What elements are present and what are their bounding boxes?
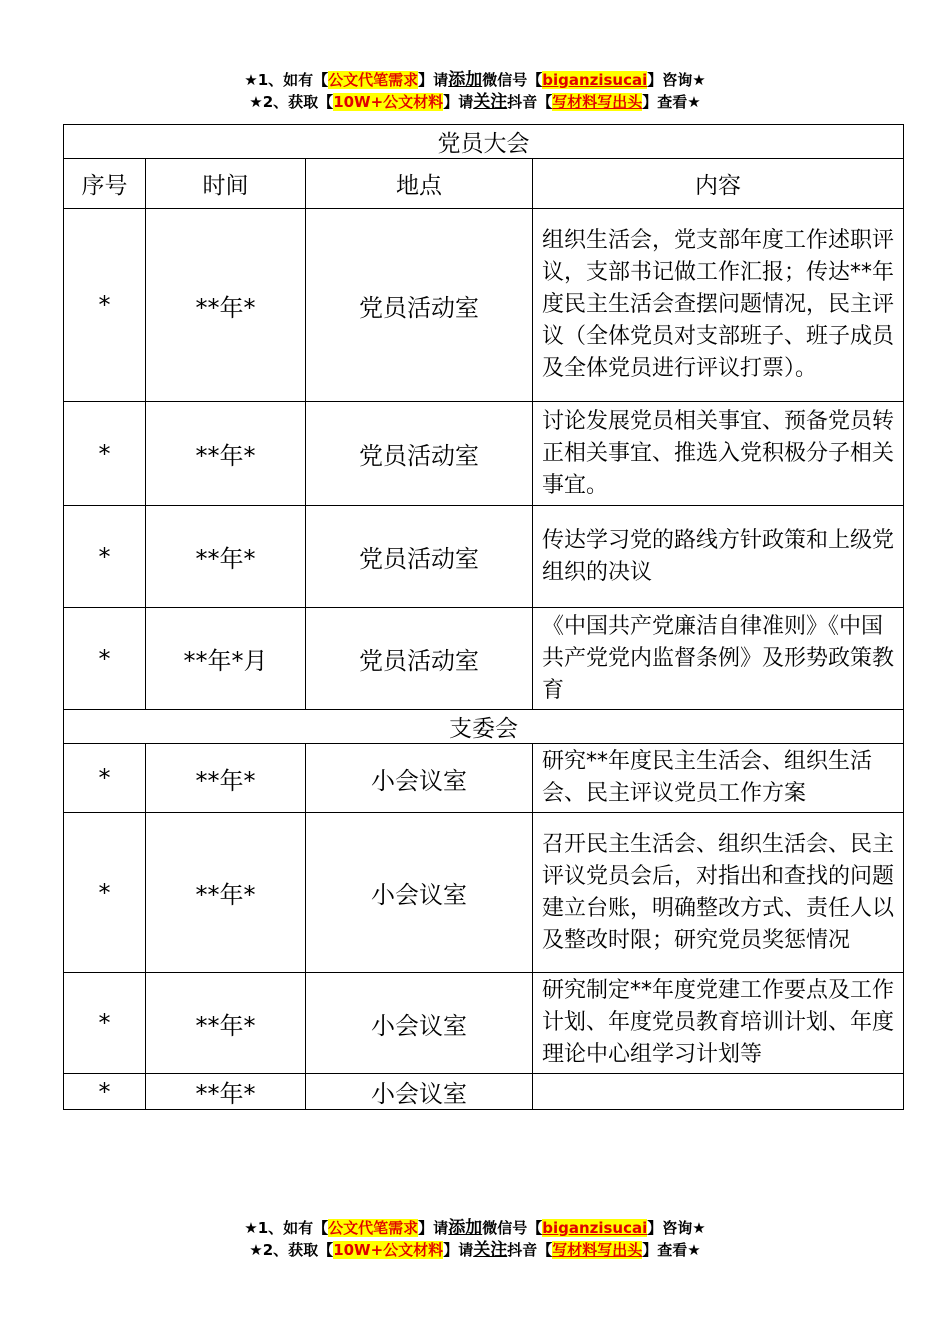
- cell-no: *: [64, 209, 146, 402]
- cell-time: **年*: [146, 744, 306, 813]
- header-place: 地点: [306, 159, 533, 209]
- schedule-table: [63, 124, 904, 1110]
- header-no: 序号: [64, 159, 146, 209]
- cell-time: **年*: [146, 506, 306, 608]
- table-row: [64, 1074, 904, 1110]
- cell-place: 小会议室: [306, 1074, 533, 1110]
- cell-no: *: [64, 744, 146, 813]
- cell-time: **年*: [146, 973, 306, 1074]
- header-content: 内容: [533, 159, 904, 209]
- cell-no: *: [64, 1074, 146, 1110]
- section-title-committee: 支委会: [64, 710, 904, 744]
- cell-content: 召开民主生活会、组织生活会、民主评议党员会后，对指出和查找的问题建立台账，明确整改方式、责任人以及整改时限；研究党员奖惩情况: [533, 813, 904, 973]
- cell-place: 党员活动室: [306, 608, 533, 710]
- bottom-banner: [0, 1217, 950, 1261]
- cell-place: 小会议室: [306, 813, 533, 973]
- banner-line-1: ★1、如有【公文代笔需求】请添加微信号【biganzisucai】咨询★: [244, 70, 706, 90]
- banner-douyin-id: 写材料写出头: [552, 93, 643, 111]
- cell-content: 讨论发展党员相关事宜、预备党员转正相关事宜、推选入党积极分子相关事宜。: [533, 402, 904, 506]
- banner-wechat-id: biganzisucai: [542, 1219, 648, 1237]
- header-row: [64, 159, 904, 209]
- banner-douyin-id: 写材料写出头: [552, 1241, 643, 1259]
- banner-line-1: ★1、如有【公文代笔需求】请添加微信号【biganzisucai】咨询★: [244, 1218, 706, 1238]
- table-row: [64, 608, 904, 710]
- cell-no: *: [64, 813, 146, 973]
- cell-content: [533, 1074, 904, 1110]
- banner-highlight: 公文代笔需求: [328, 71, 419, 89]
- banner-line-2: ★2、获取【10W+公文材料】请关注抖音【写材料写出头】查看★: [249, 92, 701, 112]
- cell-no: *: [64, 402, 146, 506]
- cell-time: **年*月: [146, 608, 306, 710]
- banner-highlight: 公文代笔需求: [328, 1219, 419, 1237]
- banner-line-2: ★2、获取【10W+公文材料】请关注抖音【写材料写出头】查看★: [249, 1240, 701, 1260]
- cell-no: *: [64, 973, 146, 1074]
- cell-time: **年*: [146, 813, 306, 973]
- cell-place: 党员活动室: [306, 402, 533, 506]
- table-row: [64, 402, 904, 506]
- cell-place: 小会议室: [306, 744, 533, 813]
- top-banner: [0, 69, 950, 113]
- cell-time: **年*: [146, 402, 306, 506]
- cell-place: 党员活动室: [306, 209, 533, 402]
- cell-no: *: [64, 506, 146, 608]
- banner-wechat-id: biganzisucai: [542, 71, 648, 89]
- cell-no: *: [64, 608, 146, 710]
- table-row: [64, 506, 904, 608]
- cell-content: 研究**年度民主生活会、组织生活会、民主评议党员工作方案: [533, 744, 904, 813]
- section-row: [64, 125, 904, 159]
- cell-time: **年*: [146, 1074, 306, 1110]
- section-title-party-meeting: 党员大会: [64, 125, 904, 159]
- table-row: [64, 744, 904, 813]
- table-row: [64, 813, 904, 973]
- banner-highlight: 10W+公文材料: [333, 93, 444, 111]
- cell-content: 研究制定**年度党建工作要点及工作计划、年度党员教育培训计划、年度理论中心组学习计划等: [533, 973, 904, 1074]
- header-time: 时间: [146, 159, 306, 209]
- banner-highlight: 10W+公文材料: [333, 1241, 444, 1259]
- cell-content: 组织生活会，党支部年度工作述职评议，支部书记做工作汇报；传达**年度民主生活会查摆问题情况，民主评议（全体党员对支部班子、班子成员及全体党员进行评议打票）。: [533, 209, 904, 402]
- cell-place: 小会议室: [306, 973, 533, 1074]
- cell-content: 传达学习党的路线方针政策和上级党组织的决议: [533, 506, 904, 608]
- table-row: [64, 209, 904, 402]
- cell-time: **年*: [146, 209, 306, 402]
- section-row: [64, 710, 904, 744]
- table-row: [64, 973, 904, 1074]
- cell-content: 《中国共产党廉洁自律准则》《中国共产党党内监督条例》及形势政策教育: [533, 608, 904, 710]
- cell-place: 党员活动室: [306, 506, 533, 608]
